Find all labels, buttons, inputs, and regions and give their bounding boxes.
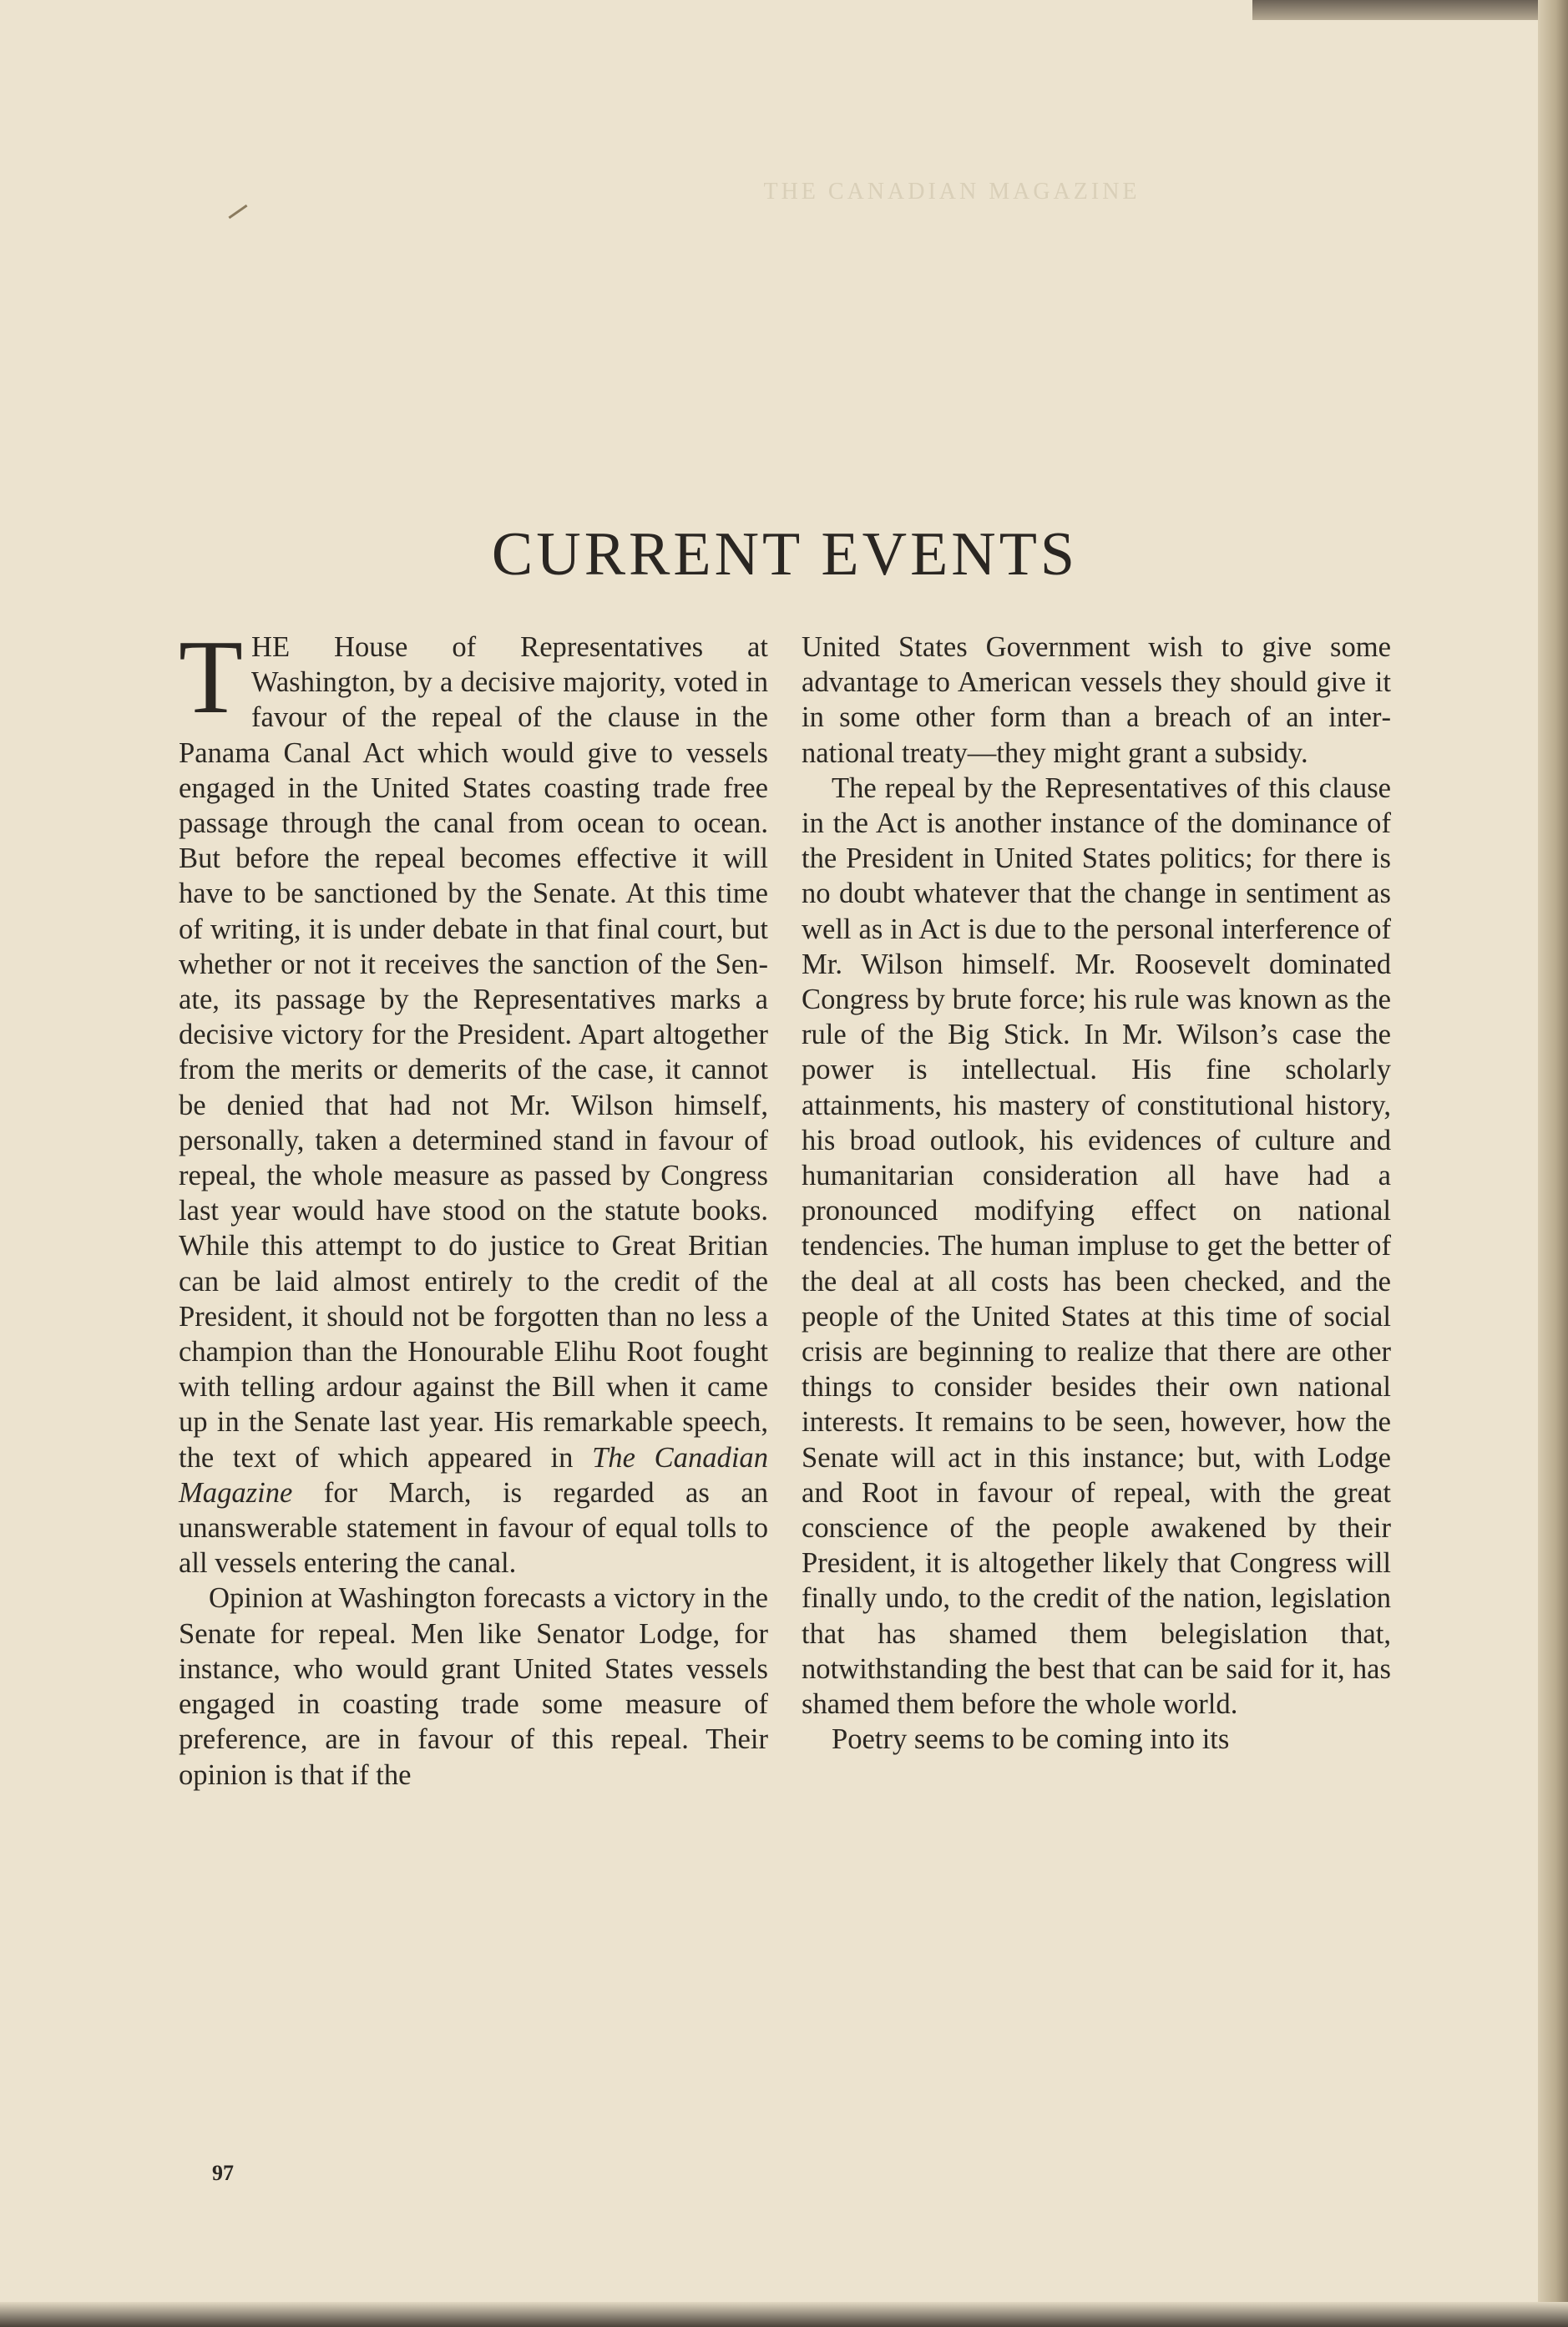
right-paragraph-2: The repeal by the Representatives of this clause in the Act is another instance of the dominance of the President in United States politics; for there is no doubt whatever that the change in sentiment as well as in Act is due to the personal interference of Mr. Wilson himself. Mr. Roosevelt dominated Congress by brute force; his rule was known as the rule of the Big Stick. In Mr. Wilson’s case the power is intellectual. His fine scholarly attainments, his mastery of constitutional history, his broad outlook, his evidences of culture and humanitarian consideration all have had a pronounced modifying effect on national tendencies. The human impluse to get the better of the deal at all costs has been checked, and the people of the United States at this time of social crisis are beginning to realize that there are other things to consider besides their own national interests. It remains to be seen, however, how the Senate will act in this instance; but, with Lodge and Root in favour of repeal, with the great conscience of the people awakened by their President, it is altogether likely that Congress will finally undo, to the credit of the nation, legislation that has shamed them belegislation that, notwithstanding the best that can be said for it, has shamed them before the whole world. [802, 771, 1391, 1721]
left-paragraph-1-text: HE House of Representatives at Washington, by a decisive majority, voted in favour of the repeal of the clause in the Panama Canal Act which would give to vessels engaged in the United States coasting trade free passage through the canal from ocean to ocean. But before the repeal becomes effective it will have to be sanctioned by the Senate. At this time of writing, it is under debate in that final court, but whether or not it receives the sanction of the Senate, its passage by the Representatives marks a decisive victory for the President. Apart altogether from the merits or demerits of the case, it cannot be denied that had not Mr. Wilson himself, personally, taken a determined stand in favour of repeal, the whole measure as passed by Congress last year would have stood on the statute books. While this attempt to do justice to Great Britian can be laid almost entirely to the credit of the President, it should not be forgotten than no less a champion than the Honourable Elihu Root fought with telling ardour against the Bill when it came up in the Senate last year. His remarkable speech, the text of which appeared in [179, 631, 768, 1474]
page-number: 97 [212, 2161, 234, 2185]
right-paragraph-1: United States Government wish to give some advantage to American vessels they should give it in some other form than a breach of an international treaty—they might grant a subsidy. [802, 631, 1391, 769]
left-column [179, 620, 768, 1793]
right-column [802, 630, 1391, 1758]
right-paragraph-3: Poetry seems to be coming into its [832, 1723, 1230, 1756]
page-edge-top [1252, 0, 1568, 20]
bleed-through-header: THE CANADIAN MAGAZINE [763, 179, 1141, 205]
pencil-mark [228, 205, 247, 219]
left-paragraph-1-tail: for March, is regarded as an unanswerable statement in favour of equal tolls to all vessels entering the canal. [179, 1476, 768, 1580]
left-paragraph-1 [179, 620, 768, 1581]
page-edge-bottom [0, 2302, 1568, 2327]
page-edge-right [1538, 0, 1568, 2327]
drop-cap: T [179, 620, 243, 736]
magazine-title: The Canadian Magazine [179, 1441, 768, 1509]
left-paragraph-2: Opinion at Washington forecasts a victory in the Senate for repeal. Men like Senator Lodge, for instance, who would grant United States vessels engaged in coasting trade some measure of preference, are in favour of this repeal. Their opinion is that if the [179, 1582, 768, 1791]
page-title: CURRENT EVENTS [491, 520, 1079, 589]
